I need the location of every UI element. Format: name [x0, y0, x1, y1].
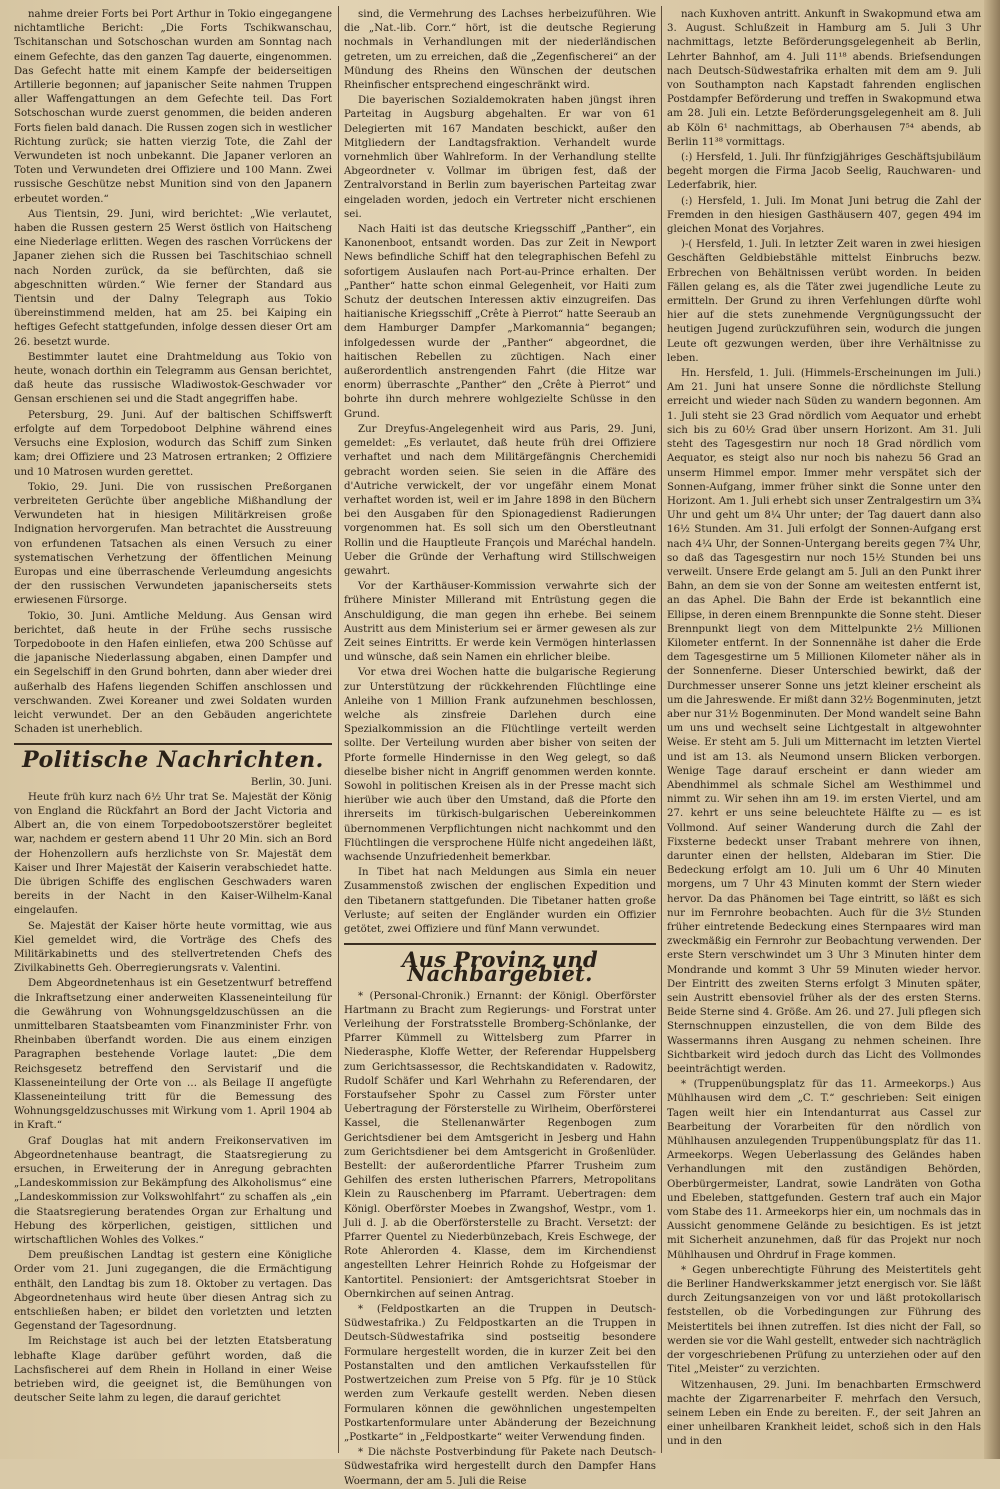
article-paragraph: Graf Douglas hat mit andern Freikonservativen im Abgeordnetenhause beantragt, die Staatsregierung zu ersuchen, in Erweiterung der in Anregung gebrachten „Landeskommission zur Bekämpfung des Alkoholismus“ eine „Landeskommission zur Volkswohlfahrt“ zu schaffen als „ein die Staatsregierung beratendes Organ zur Erhaltung und Hebung des körperlichen, geistigen, sittlichen und wirtschaftlichen Wohles des Volkes.“: [14, 1135, 332, 1247]
dateline: Berlin, 30. Juni.: [250, 776, 332, 788]
article-paragraph: Tokio, 29. Juni. Die von russischen Preßorganen verbreiteten Gerüchte über angebliche Mißhandlung der Verwundeten hat in hiesigen Militärkreisen große Indignation hervorgerufen. Man betrachtet die Ausstreuung von erfundenen Tatsachen als einen Versuch zu einer systematischen Verhetzung der öffentlichen Meinung Europas und eine überraschende Verleumdung angesichts der den russischen Verwundeten japanischerseits stets erwiesenen Fürsorge.: [14, 481, 332, 607]
section-divider: [344, 943, 656, 945]
article-paragraph: Vor etwa drei Wochen hatte die bulgarische Regierung zur Unterstützung der rückkehrenden Flüchtlinge eine Anleihe von 1 Million Frank aufzunehmen beschlossen, welche als zinsfreie Darlehen durch eine Spezialkommission an die Flüchtlinge verteilt werden sollte. Der Verteilung wurden aber bisher von seiten der Pforte formelle Hindernisse in den Weg gelegt, so daß dieselbe bisher nicht in Angriff genommen werden konnte. Sowohl in politischen Kreisen als in der Presse macht sich hierüber wie auch über den Umstand, daß die Pforte den ihrerseits im türkisch-bulgarischen Uebereinkommen übernommenen Verpflichtungen nicht nachkommt und den Flüchtlingen die versprochene Hülfe nicht angedeihen läßt, wachsende Unzufriedenheit bemerkbar.: [344, 667, 656, 863]
section-heading: Politische Nachrichten.: [22, 747, 324, 774]
article-paragraph: (:) Hersfeld, 1. Juli. Im Monat Juni betrug die Zahl der Fremden in den hiesigen Gasthäusern 407, gegen 494 im gleichen Monat des Vorjahres.: [667, 195, 981, 236]
article-paragraph: Aus Tientsin, 29. Juni, wird berichtet: „Wie verlautet, haben die Russen gestern 25 Werst östlich von Haitscheng eine Niederlage erlitten. Wegen des raschen Vorrückens der Japaner ziehen sich die Russen bei Taschitschiao schnell nach Norden zurück, da sie befürchten, daß sie abgeschnitten würden.“ Wie ferner der Standard aus Tientsin und der Dalny Telegraph aus Tokio übereinstimmend melden, hat am 25. bei Kaiping ein heftiges Gefecht stattgefunden, infolge dessen dieser Ort am 26. besetzt wurde.: [14, 208, 332, 348]
article-paragraph: Witzenhausen, 29. Juni. Im benachbarten Ermschwerd machte der Zigarrenarbeiter F. mehrfach den Versuch, seinem Leben ein Ende zu bereiten. F., der seit Jahren an einer unheilbaren Krankheit leidet, schoß sich in den Hals und in den: [667, 1379, 981, 1448]
column-3: [667, 8, 981, 1453]
article-paragraph: Bestimmter lautet eine Drahtmeldung aus Tokio von heute, wonach dorthin ein Telegramm aus Gensan berichtet, daß heute das russische Wladiwostok-Geschwader vor Gensan erschienen sei und die Stadt angegriffen habe.: [14, 351, 332, 406]
article-paragraph: Vor der Karthäuser-Kommission verwahrte sich der frühere Minister Millerand mit Entrüstung gegen die Anschuldigung, die man gegen ihn erhebe. Bei seinem Austritt aus dem Ministerium sei er ärmer gewesen als zur Zeit seines Eintritts. Er werde kein Vermögen hinterlassen und wünsche, daß sein Namen ein ehrlicher bleibe.: [344, 581, 656, 664]
article-paragraph: Nach Haiti ist das deutsche Kriegsschiff „Panther“, ein Kanonenboot, entsandt worden. Das zur Zeit in Newport News befindliche Schiff hat den telegraphischen Befehl zu sofortigem Auslaufen nach Port-au-Prince erhalten. Der „Panther“ hatte schon einmal Gelegenheit, vor Haiti zum Schutz der deutschen Interessen aktiv einzugreifen. Das haitianische Kriegsschiff „Crête à Pierrot“ hatte Seeraub an dem Hamburger Dampfer „Markomannia“ begangen; infolgedessen wurde der „Panther“ abgeordnet, die haitischen Rebellen zu züchtigen. Nach einer außerordentlich anstrengenden Fahrt (die Hitze war enorm) überraschte „Panther“ den „Crête à Pierrot“ und bohrte ihn durch mehrere wohlgezielte Schüsse in den Grund.: [344, 224, 656, 420]
article-paragraph: * (Feldpostkarten an die Truppen in Deutsch-Südwestafrika.) Zu Feldpostkarten an die Truppen in Deutsch-Südwestafrika sind postseitig besondere Formulare hergestellt worden, die in kurzer Zeit bei den Postanstalten und den amtlichen Verkaufsstellen für Postwertzeichen zum Preise von 5 Pfg. für je 10 Stück werden zum Verkaufe gestellt werden. Neben diesen Formularen können die gewöhnlichen ungestempelten Postkartenformulare unter Abänderung der Bezeichnung „Postkarte“ in „Feldpostkarte“ weiter Verwendung finden.: [344, 1304, 656, 1443]
article-paragraph: Im Reichstage ist auch bei der letzten Etatsberatung lebhafte Klage darüber geführt worden, daß die Lachsfischerei auf dem Rhein in Holland in einer Weise betrieben wird, die geeignet ist, die Bemühungen von deutscher Seite lahm zu legen, die darauf gerichtet: [14, 1336, 332, 1405]
article-paragraph: * Gegen unberechtigte Führung des Meistertitels geht die Berliner Handwerkskammer jetzt energisch vor. Sie läßt durch Zeitungsanzeigen von vor und läßt protokollarisch feststellen, ob die Vorbedingungen zur Führung des Meistertitels bei ihnen zutreffen. Ist dies nicht der Fall, so werden sie vor die Wahl gestellt, entweder sich nachträglich der vorgeschriebenen Prüfung zu unterziehen oder auf den Titel „Meister“ zu verzichten.: [667, 1264, 981, 1376]
article-paragraph: Hn. Hersfeld, 1. Juli. (Himmels-Erscheinungen im Juli.) Am 21. Juni hat unsere Sonne die nördlichste Stellung erreicht und wieder nach Süden zu wandern begonnen. Am 1. Juli steht sie 23 Grad nördlich vom Aequator und erhebt sich bis zu 60½ Grad über unsern Horizont. Am 31. Juli steht des Tagesgestirn nur noch 18 Grad nördlich vom Aequator, es steigt also nur noch bis nahezu 56 Grad an unserm Himmel empor. Immer mehr verspätet sich der Sonnen-Aufgang, immer früher sinkt die Sonne unter den Horizont. Am 1. Juli erhebt sich unser Zentralgestirn um 3¾ Uhr und geht um 8¼ Uhr unter; der Tag dauert dann also 16½ Stunden. Am 31. Juli erfolgt der Sonnen-Aufgang erst nach 4¼ Uhr, der Sonnen-Untergang bereits gegen 7¾ Uhr, so daß das Tagesgestirn nur noch 15½ Stunden bei uns verweilt. Unsere Erde gelangt am 5. Juli an den Punkt ihrer Bahn, an dem sie von der Sonne am weitesten entfernt ist, an das Aphel. Die Bahn der Erde ist bekanntlich eine Ellipse, in deren einem Brennpunkte die Sonne steht. Dieser Brennpunkt liegt von dem Mittelpunkte 2½ Millionen Kilometer entfernt. In der Sonnennähe ist daher die Erde dem Tagesgestirne um 5 Millionen Kilometer näher als in der Sonnenferne. Dieser Unterschied bewirkt, daß der Durchmesser unserer Sonne uns jetzt kleiner erscheint als um die Jahreswende. Er mißt dann 32½ Bogenminuten, jetzt aber nur 31½ Bogenminuten. Der Mond wandelt seine Bahn um uns und wechselt seine Lichtgestalt in altgewohnter Weise. Er steht am 5. Juli um Mitternacht im letzten Viertel und ist am 13. als Neumond unsern Blicken verborgen. Wenige Tage darauf erscheint er dann wieder am Abendhimmel als schmale Sichel am Westhimmel und nimmt zu. Wir sehen ihn am 19. im ersten Viertel, und am 27. kehrt er uns seine beleuchtete Hälfte zu — es ist Vollmond. Auf seiner Wanderung durch die Zahl der Fixsterne bedeckt unser Trabant mehrere von ihnen, darunter einen der hellsten, Aldebaran im Stier. Die Bedeckung erfolgt am 10. Juli um 6 Uhr 40 Minuten morgens, um 7 Uhr 43 Minuten kommt der Stern wieder hervor. Da das Phänomen bei Tage eintritt, so läßt es sich nur im Fernrohre beobachten. Auch für die 3½ Stunden früher eintretende Bedeckung eines Sternpaares wird man zweckmäßig ein Fernrohr zur Beobachtung verwenden. Der erste Stern verschwindet um 3 Uhr 3 Minuten hinter dem Mondrande und kommt 3 Uhr 59 Minuten wieder hervor. Der Eintritt des zweiten Sterns erfolgt 3 Minuten später, sein Austritt ebensoviel früher als der des ersten Sterns. Beide Sterne sind 4. Größe. Am 26. und 27. Juli pflegen sich Sternschnuppen einzustellen, die von dem Bilde des Wassermanns ihren Ausgang zu nehmen scheinen. Ihre Sichtbarkeit wird jedoch durch das Licht des Vollmondes beeinträchtigt werden.: [667, 368, 981, 1076]
column-1: [14, 8, 332, 1453]
section-divider: [14, 743, 332, 745]
article-paragraph: In Tibet hat nach Meldungen aus Simla ein neuer Zusammenstoß zwischen der englischen Expedition und den Tibetanern stattgefunden. Die Tibetaner hatten große Verluste; auf seiten der Engländer wurden ein Offizier getötet, zwei Offiziere und fünf Mann verwundet.: [344, 867, 656, 935]
article-paragraph: Zur Dreyfus-Angelegenheit wird aus Paris, 29. Juni, gemeldet: „Es verlautet, daß heute früh drei Offiziere verhaftet und nach dem Militärgefängnis Cherchemidi gebracht worden seien. Sie seien in die Affäre des d'Autriche verwickelt, der vor ungefähr einem Monat verhaftet worden ist, weil er im Jahre 1898 in den Büchern bei den Ausgaben für den Spionagedienst Radierungen vorgenommen hat. Es soll sich um den Oberstleutnant Rollin und die Hauptleute François und Maréchal handeln. Ueber die Gründe der Verhaftung wird Stillschweigen gewahrt.: [344, 423, 656, 577]
article-paragraph: Petersburg, 29. Juni. Auf der baltischen Schiffswerft erfolgte auf dem Torpedoboot Delphine während eines Versuchs eine Explosion, wodurch das Schiff zum Sinken kam; drei Offiziere und 23 Matrosen ertranken; 2 Offiziere und 10 Matrosen wurden gerettet.: [14, 409, 332, 478]
article-paragraph: Die bayerischen Sozialdemokraten haben jüngst ihren Parteitag in Augsburg abgehalten. Er war von 61 Delegierten mit 167 Mandaten beschickt, außer den Mitgliedern der Landtagsfraktion. Verhandelt wurde vornehmlich über Wahlreform. In der Verhandlung stellte Abgeordneter v. Vollmar im übrigen fest, daß der Zentralvorstand in Berlin zum bayerischen Parteitag zwar eingeladen worden, jedoch ein Vertreter nicht erschienen sei.: [344, 95, 656, 220]
article-paragraph: (:) Hersfeld, 1. Juli. Ihr fünfzigjähriges Geschäftsjubiläum begeht morgen die Firma Jacob Seelig, Rauchwaren- und Lederfabrik, hier.: [667, 152, 981, 192]
column-rule: [338, 6, 339, 1453]
column-2: [344, 8, 656, 1487]
column-rule: [661, 6, 662, 1453]
article-paragraph: sind, die Vermehrung des Lachses herbeizuführen. Wie die „Nat.-lib. Corr.“ hört, ist die deutsche Regierung nochmals in Verhandlungen mit der niederländischen getreten, um zu erreichen, daß die „Zegenfischerei“ an der Mündung des Rheins den Wünschen der deutschen Rheinfischer entsprechend eingeschränkt wird.: [344, 9, 656, 92]
article-paragraph: * Die nächste Postverbindung für Pakete nach Deutsch-Südwestafrika wird hergestellt durch den Dampfer Hans Woermann, der am 5. Juli die Reise: [344, 1447, 656, 1487]
article-paragraph: * (Personal-Chronik.) Ernannt: der Königl. Oberförster Hartmann zu Bracht zum Regierungs- und Forstrat unter Verleihung der Forstratsstelle Bromberg-Schönlanke, der Pfarrer Kümmell zu Wittelsberg zum Pfarrer in Niederasphe, Kloffe Wetter, der Referendar Huppelsberg zum Gerichtsassessor, die Rechtskandidaten v. Radowitz, Rudolf Schäfer und Karl Wehrhahn zu Referendaren, der Forstaufseher Spohr zu Cassel zum Förster unter Uebertragung der Försterstelle zu Wirlheim, Oberförsterei Kassel, die Stellenanwärter Regenbogen zum Gerichtsdiener bei dem Amtsgericht in Jesberg und Hahn zum Gerichtsdiener bei dem Amtsgericht in Großenlüder. Bestellt: der außerordentliche Pfarrer Trusheim zum Gehilfen des ersten lutherischen Pfarrers, Metropolitans Klein zu Rauschenberg im Pfarramt. Uebertragen: dem Königl. Oberförster Moebes in Zwangshof, Westpr., vom 1. Juli d. J. ab die Oberförsterstelle zu Bracht. Versetzt: der Pfarrer Quentel zu Niederbünzebach, Kreis Eschwege, der Rote Ahlerorden 4. Klasse, dem im Kirchendienst angestellten Lehrer Heinrich Rohde zu Hofgeismar der Kantortitel. Pensioniert: der Amtsgerichtsrat Stoeber in Obernkirchen auf seinen Antrag.: [344, 990, 656, 1300]
article-paragraph: Tokio, 30. Juni. Amtliche Meldung. Aus Gensan wird berichtet, daß heute in der Frühe sechs russische Torpedoboote in den Hafen einliefen, etwa 200 Schüsse auf die japanische Niederlassung abgaben, einen Dampfer und ein Segelschiff in den Grund bohrten, dann aber wieder drei außerhalb des Hafens liegenden Schiffen anschlossen und verschwanden. Zwei Koreaner und zwei Soldaten wurden leicht verwundet. Der an den Gebäuden angerichtete Schaden ist unerheblich.: [14, 610, 332, 736]
article-paragraph: Dem Abgeordnetenhaus ist ein Gesetzentwurf betreffend die Inkraftsetzung einer anderweiten Klasseneinteilung für die Gewährung von Wohnungsgeldzuschüssen an die unmittelbaren Staatsbeamten vom Finanzminister Frhr. von Rheinbaben überfandt worden. Die aus einem einzigen Paragraphen bestehende Vorlage lautet: „Die dem Reichsgesetz betreffend den Servistarif und die Klasseneinteilung der Orte von … als Beilage II angefügte Klasseneinteilung tritt für die Bemessung des Wohnungsgeldzuschusses mit Wirkung vom 1. April 1904 ab in Kraft.“: [14, 978, 332, 1132]
article-paragraph: )-( Hersfeld, 1. Juli. In letzter Zeit waren in zwei hiesigen Geschäften Geldbiebstähle mittelst Einbruchs bezw. Erbrechen von Behältnissen verübt worden. In beiden Fällen gelang es, als die Täter zwei jugendliche Leute zu ermitteln. Der Grund zu ihren Verfehlungen dürfte wohl hier auf die stets zunehmende Vergnügungssucht der heutigen Jugend zurückzuführen sein, wodurch die jungen Leute oft gezwungen werden, über ihre Verhältnisse zu leben.: [667, 239, 981, 364]
article-paragraph: Se. Majestät der Kaiser hörte heute vormittag, wie aus Kiel gemeldet wird, die Vorträge des Chefs des Militärkabinetts und des stellvertretenden Chefs des Zivilkabinetts Geh. Oberregierungsrats v. Valentini.: [14, 920, 332, 975]
page-edge-shadow: [984, 0, 1000, 1459]
article-paragraph: * (Truppenübungsplatz für das 11. Armeekorps.) Aus Mühlhausen wird dem „C. T.“ geschrieben: Seit einigen Tagen weilt hier ein Intendanturrat aus Cassel zur Bearbeitung der Vorarbeiten für den nördlich von Mühlhausen anzulegenden Truppenübungsplatz für das 11. Armeekorps. Wegen Ueberlassung des Geländes haben Verhandlungen mit den zuständigen Behörden, Oberbürgermeister, Landrat, sowie Landräten von Gotha und Ebeleben, stattgefunden. Gestern traf auch ein Major vom Stabe des 11. Armeekorps hier ein, um nochmals das in Aussicht genommene Gelände zu besichtigen. Es ist jetzt mit Sicherheit anzunehmen, daß für das Projekt nur noch Mühlhausen und Ohrdruf in Frage kommen.: [667, 1079, 981, 1261]
article-paragraph: Dem preußischen Landtag ist gestern eine Königliche Order vom 21. Juni zugegangen, die die Ermächtigung enthält, den Landtag bis zum 18. Oktober zu vertagen. Das Abgeordnetenhaus wird heute über diesen Antrag sich zu entschließen haben; er bildet den vorletzten und letzten Gegenstand der Tagesordnung.: [14, 1250, 332, 1333]
article-paragraph: nach Kuxhoven antritt. Ankunft in Swakopmund etwa am 3. August. Schlußzeit in Hamburg am 5. Juli 3 Uhr nachmittags, letzte Beförderungsgelegenheit ab Berlin, Lehrter Bahnhof, am 4. Juli 11¹⁸ abends. Briefsendungen nach Deutsch-Südwestafrika erhalten mit dem am 9. Juli von Southampton nach Kapstadt fahrenden englischen Postdampfer Beförderung und treffen in Swakopmund etwa am 28. Juli ein. Letzte Beförderungsgelegenheit am 8. Juli ab Köln 6¹ nachmittags, ab Oberhausen 7⁵⁴ abends, ab Berlin 11³⁸ vormittags.: [667, 9, 981, 148]
article-paragraph: nahme dreier Forts bei Port Arthur in Tokio eingegangene nichtamtliche Bericht: „Die Forts Tschikwanschau, Tschitanschan und Sotschoschan wurden am Sonntag nach einem Gefechte, das den ganzen Tag dauerte, eingenommen. Das Gefecht hatte mit einem Kampfe der beiderseitigen Artillerie begonnen; auf japanischer Seite nahmen Truppen aller Waffengattungen an dem Gefechte teil. Das Fort Sotschoschan wurde zuerst genommen, die beiden anderen Forts fielen bald danach. Die Russen zogen sich in westlicher Richtung zurück; sie hatten vierzig Tote, die Zahl der Verwundeten ist noch unbekannt. Die Japaner verloren an Toten und Verwundeten drei Offiziere und 100 Mann. Zwei russische Geschütze nebst Munition sind von den Japanern erbeutet worden.“: [14, 9, 332, 205]
article-paragraph: Heute früh kurz nach 6½ Uhr trat Se. Majestät der König von England die Rückfahrt an Bord der Jacht Victoria and Albert an, die von einem Torpedobootszerstörer begleitet war, nachdem er gestern abend 11 Uhr 20 Min. sich an Bord der Hohenzollern aufs herzlichste von Sr. Majestät dem Kaiser und Ihrer Majestät der Kaiserin verabschiedet hatte. Die übrigen Schiffe des englischen Geschwaders waren bereits in der Nacht in den Kaiser-Wilhelm-Kanal eingelaufen.: [14, 791, 332, 917]
section-heading: Aus Provinz und Nachbargebiet.: [402, 947, 598, 987]
